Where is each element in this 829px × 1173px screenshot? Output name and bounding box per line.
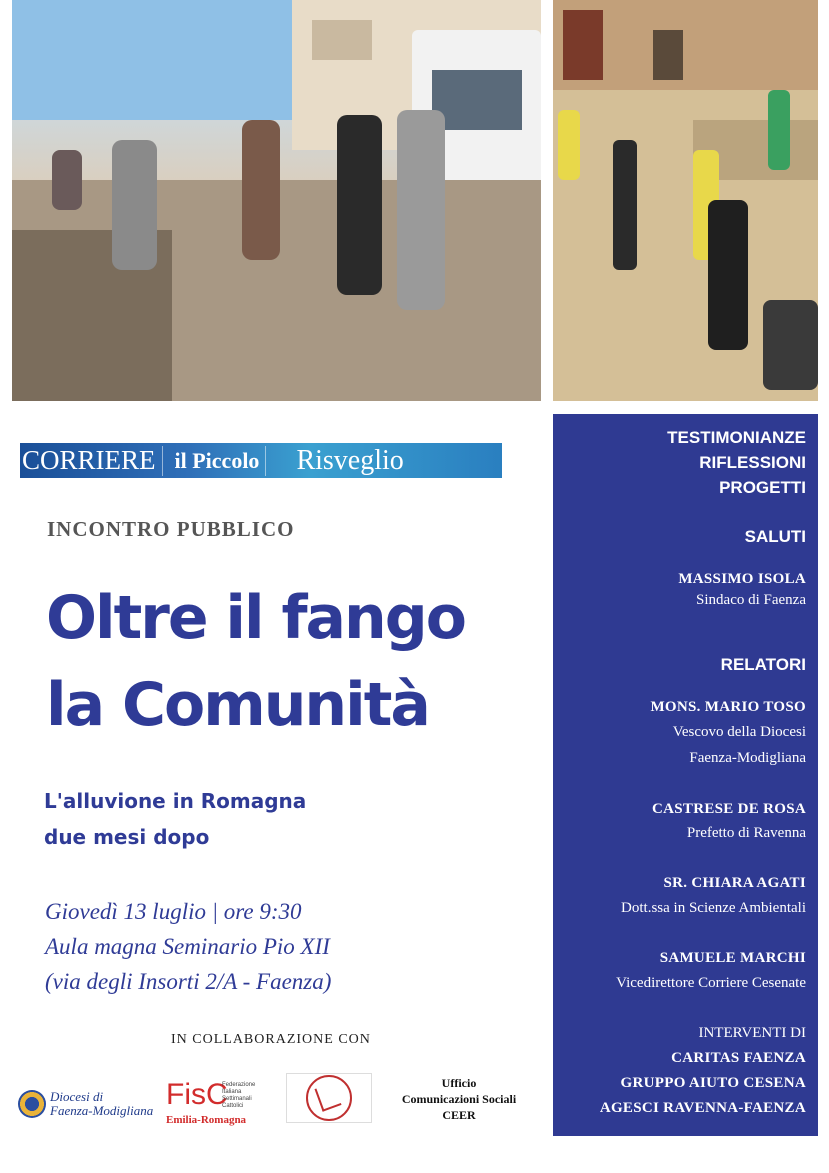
fisc-mark: FisC [166, 1078, 228, 1111]
diocesi-emblem-icon [18, 1090, 46, 1118]
relatore-name: CASTRESE DE ROSA [651, 801, 806, 817]
banner-divider [162, 446, 163, 476]
ucs-line3: CEER [442, 1108, 476, 1122]
fisc-logo [166, 1080, 256, 1126]
intervento-item: GRUPPO AIUTO CESENA [620, 1075, 806, 1091]
interventi-label: INTERVENTI DI [698, 1025, 806, 1041]
newspaper-piccolo-logo: il Piccolo [174, 447, 260, 473]
ucs-line2: Comunicazioni Sociali [401, 1092, 517, 1106]
relatore-name: MONS. MARIO TOSO [650, 699, 806, 715]
intervento-item: AGESCI RAVENNA-FAENZA [599, 1100, 806, 1116]
event-date: Giovedì 13 luglio | ore 9:30 [45, 899, 302, 924]
stampa-cattolica-logo [286, 1073, 372, 1123]
saluti-heading: SALUTI [744, 527, 806, 546]
saluti-name: MASSIMO ISOLA [678, 571, 806, 587]
collaboration-label: IN COLLABORAZIONE CON [171, 1032, 371, 1047]
relatore-name: SR. CHIARA AGATI [663, 875, 806, 891]
saluti-role: Sindaco di Faenza [696, 592, 806, 608]
photo-illustration [12, 0, 541, 401]
event-title-line1: Oltre il fango [46, 583, 465, 653]
relatore-role: Vescovo della Diocesi [672, 724, 806, 740]
ucs-ceer-logo [393, 1075, 525, 1123]
photo-illustration-right [553, 0, 818, 401]
program-panel [553, 414, 818, 1136]
fisc-region: Emilia-Romagna [166, 1114, 247, 1126]
newspaper-banner [20, 443, 502, 478]
ucs-line1: Ufficio [441, 1076, 477, 1090]
banner-divider [265, 446, 266, 476]
relatore-role: Prefetto di Ravenna [686, 825, 806, 841]
relatori-heading: RELATORI [720, 655, 806, 674]
diocesi-line1: Diocesi di [50, 1089, 104, 1104]
event-title-line2: la Comunità [46, 670, 429, 740]
event-kicker: INCONTRO PUBBLICO [47, 517, 295, 541]
diocesi-logo [18, 1090, 153, 1118]
relatore-role: Faenza-Modigliana [689, 750, 806, 766]
event-venue: Aula magna Seminario Pio XII [45, 934, 330, 959]
diocesi-logo-text [50, 1090, 153, 1118]
event-address: (via degli Insorti 2/A - Faenza) [45, 969, 332, 994]
volunteers-photo-street [12, 0, 541, 401]
stampa-seal-icon [306, 1075, 352, 1121]
diocesi-line2: Faenza-Modigliana [50, 1103, 154, 1118]
theme-testimonianze: TESTIMONIANZE [667, 428, 806, 447]
relatore-role: Dott.ssa in Scienze Ambientali [621, 900, 806, 916]
newspaper-risveglio-logo: Risveglio [296, 444, 404, 476]
relatore-role: Vicedirettore Corriere Cesenate [616, 975, 806, 991]
theme-progetti: PROGETTI [719, 478, 806, 497]
fisc-fullname: Federazione Italiana Settimanali Cattolici [222, 1082, 256, 1109]
theme-riflessioni: RIFLESSIONI [699, 453, 806, 472]
event-subtitle-line1: L'alluvione in Romagna [44, 789, 307, 813]
event-subtitle-line2: due mesi dopo [44, 825, 210, 849]
intervento-item: CARITAS FAENZA [671, 1050, 806, 1066]
newspaper-corriere-logo: CORRIERE [22, 445, 156, 475]
relatore-name: SAMUELE MARCHI [659, 950, 806, 966]
volunteers-photo-square [553, 0, 818, 401]
